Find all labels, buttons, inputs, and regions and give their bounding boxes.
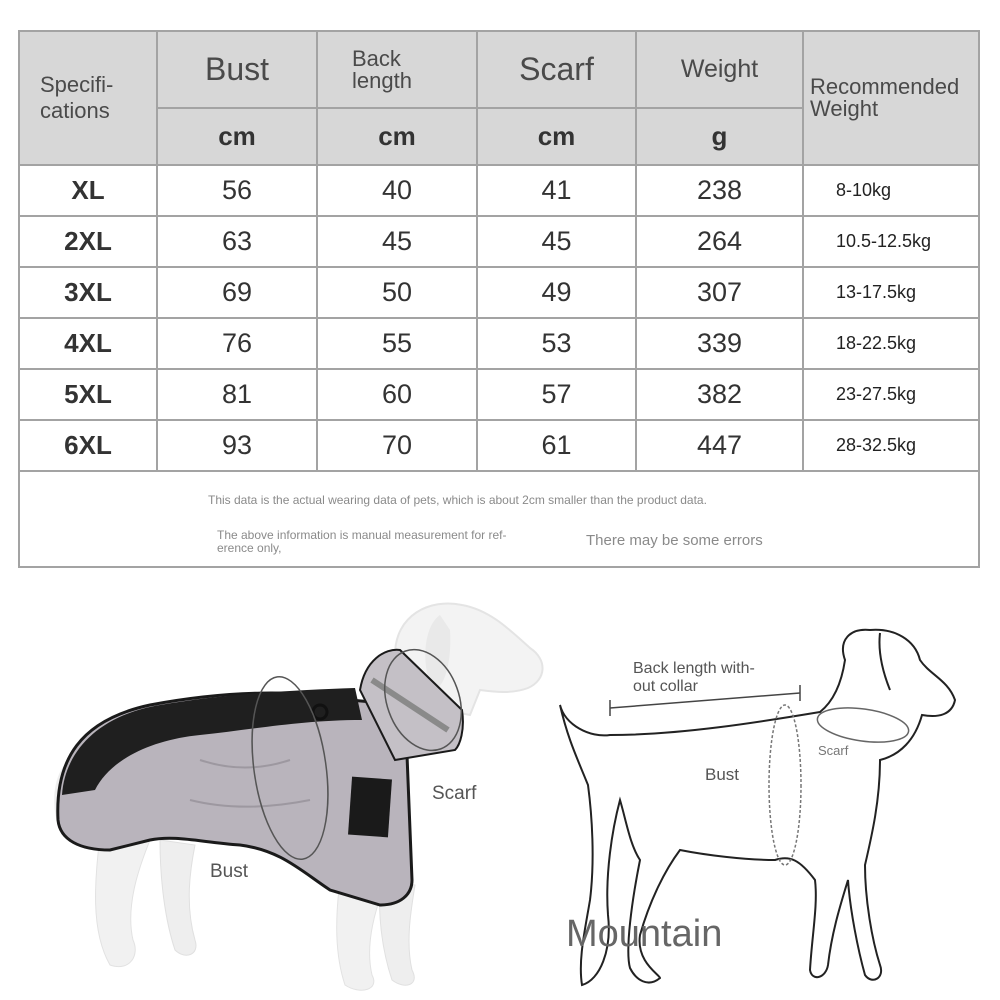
note-manual-measurement-line-2: erence only,	[217, 541, 282, 555]
weight-cell: 447	[636, 420, 803, 471]
size-cell: 5XL	[19, 369, 157, 420]
dog-leg-rear	[96, 835, 150, 967]
bust-cell: 81	[157, 369, 317, 420]
back-length-cell: 60	[317, 369, 477, 420]
size-cell: 6XL	[19, 420, 157, 471]
photo-scarf-label: Scarf	[432, 783, 477, 804]
recommended-weight-header-line-2: Weight	[810, 96, 879, 121]
weight-cell: 307	[636, 267, 803, 318]
weight-header-text: Weight	[680, 55, 759, 83]
recommended-weight-header-line-1: Recommended	[810, 74, 960, 99]
specifications-header-line-1: Specifi-	[40, 72, 114, 97]
bust-cell: 69	[157, 267, 317, 318]
back-length-label	[633, 660, 755, 696]
dog-leg-rear-2	[160, 840, 196, 955]
watermark: Mountain	[566, 913, 723, 955]
weight-cell: 382	[636, 369, 803, 420]
bust-cell: 56	[157, 165, 317, 216]
recommended-weight-cell: 13-17.5kg	[803, 267, 979, 318]
scarf-cell: 45	[477, 216, 636, 267]
size-cell: XL	[19, 165, 157, 216]
weight-cell: 339	[636, 318, 803, 369]
coat-chest-patch	[348, 777, 392, 838]
scarf-cell: 53	[477, 318, 636, 369]
weight-cell: 264	[636, 216, 803, 267]
back-length-label-line-2: out collar	[633, 678, 698, 695]
back-length-label-line-1: Back length with-	[633, 660, 755, 677]
back-length-cell: 45	[317, 216, 477, 267]
recommended-weight-cell: 18-22.5kg	[803, 318, 979, 369]
dog-outline-ear	[879, 633, 890, 690]
bust-cell: 63	[157, 216, 317, 267]
bust-header-text: Bust	[204, 51, 270, 87]
scarf-header-text: Scarf	[519, 51, 594, 87]
photo-bust-label: Bust	[210, 861, 249, 882]
back-length-cell: 55	[317, 318, 477, 369]
back-length-header-line-2: length	[352, 67, 412, 93]
scarf-cell: 61	[477, 420, 636, 471]
note-manual-measurement-line-1: The above information is manual measurement for ref-	[217, 528, 507, 542]
bust-cell: 93	[157, 420, 317, 471]
scarf-cell: 49	[477, 267, 636, 318]
recommended-weight-cell: 8-10kg	[803, 165, 979, 216]
scarf-cell: 41	[477, 165, 636, 216]
back-length-unit: cm	[317, 108, 477, 165]
specifications-header-line-2: cations	[40, 98, 110, 123]
recommended-weight-cell: 10.5-12.5kg	[803, 216, 979, 267]
outline-scarf-label: Scarf	[818, 743, 849, 758]
scarf-cell: 57	[477, 369, 636, 420]
back-length-cell: 40	[317, 165, 477, 216]
size-cell: 3XL	[19, 267, 157, 318]
recommended-weight-cell: 28-32.5kg	[803, 420, 979, 471]
weight-cell: 238	[636, 165, 803, 216]
outline-bust-label: Bust	[705, 765, 740, 784]
bust-cell: 76	[157, 318, 317, 369]
outline-bust-measure-ellipse	[769, 705, 801, 865]
recommended-weight-cell: 23-27.5kg	[803, 369, 979, 420]
outline-scarf-measure-ellipse	[815, 703, 911, 747]
scarf-unit: cm	[477, 108, 636, 165]
note-errors: There may be some errors	[586, 532, 763, 549]
size-cell: 4XL	[19, 318, 157, 369]
note-actual-data: This data is the actual wearing data of pets, which is about 2cm smaller than the product data.	[208, 493, 707, 507]
weight-unit: g	[636, 108, 803, 165]
bust-unit: cm	[157, 108, 317, 165]
back-length-cell: 50	[317, 267, 477, 318]
back-length-header-line-1: Back	[352, 45, 401, 71]
back-length-cell: 70	[317, 420, 477, 471]
size-cell: 2XL	[19, 216, 157, 267]
